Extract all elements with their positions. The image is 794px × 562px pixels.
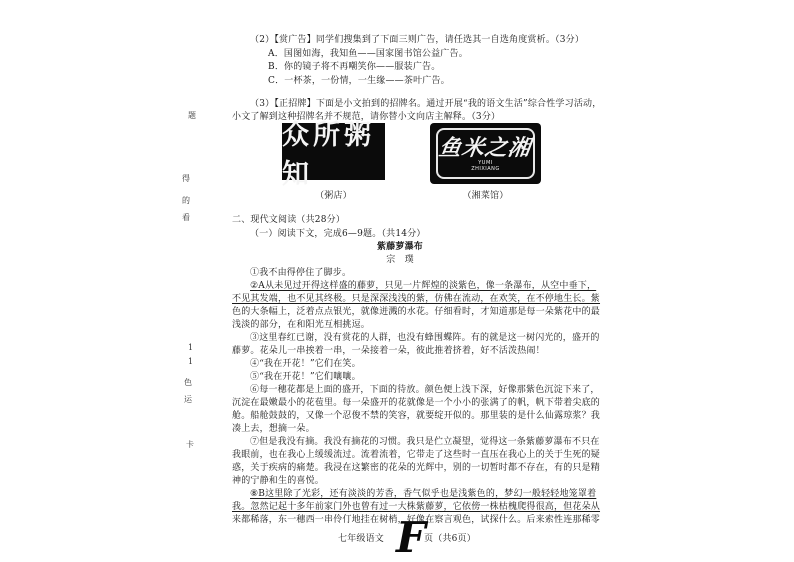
porridge-shop-signboard: [282, 119, 385, 190]
paragraph-line: 神的宁静和生的喜悦。: [232, 476, 325, 486]
paragraph-line: 沉淀在最嫩最小的花苞里。每一朵盛开的花就像是一个小小的张满了的帆，帆下带着尖底的: [232, 398, 601, 408]
footer-page-count: 页（共6页）: [424, 534, 476, 544]
page-mark-letter: F: [396, 513, 426, 562]
question-2-prompt: （2）【赏广告】同学们搜集到了下面三则广告，请任选其一自选角度赏析。（3分）: [250, 35, 585, 45]
paragraph-line: ⑧B这里除了光彩，还有淡淡的芳香，香气似乎也是浅紫色的，梦幻一般轻轻地笼罩着: [250, 489, 597, 499]
question-2-option-c: C．一杯茶，一份情，一生缘——茶叶广告。: [268, 76, 450, 86]
margin-mark: 题: [188, 111, 196, 120]
paragraph-line: ⑥每一穗花都是上面的盛开，下面的待放。颜色便上浅下深，好像那紫色沉淀下来了，: [250, 385, 600, 395]
paragraph-line: 藤萝。花朵儿一串挨着一串，一朵接着一朵，彼此推着挤着，好不活泼热闹！: [232, 346, 545, 356]
hunan-restaurant-signboard: [430, 123, 541, 184]
signboard-text: 鱼米之湘: [437, 134, 534, 161]
signboard-caption: （粥店）: [315, 191, 352, 201]
paragraph-line: 来都稀落，东一穗西一串伶仃地挂在树梢，好像在察言观色，试探什么。后来索性连那稀零: [232, 515, 601, 525]
signboard-text: 众所粥知: [282, 119, 375, 190]
signboard-pinyin: YUMI: [478, 159, 493, 166]
paragraph-line: 浅淡的部分，在和阳光互相挑逗。: [232, 320, 371, 330]
question-2-option-b: B．你的镜子将不再嘲笑你——服装广告。: [268, 62, 441, 72]
margin-mark: 运: [184, 395, 192, 404]
question-3-prompt-line2: 小文了解到这种招牌名并不规范，请你替小文向店主解释。（3分）: [232, 112, 501, 122]
margin-mark: 看: [182, 213, 190, 222]
margin-mark: 的: [182, 196, 190, 205]
paragraph-line: ①我不由得停住了脚步。: [250, 268, 352, 278]
paragraph-line: ③这里春红已谢，没有赏花的人群，也没有蜂围蝶阵。有的就是这一树闪光的，盛开的: [250, 333, 600, 343]
signboard-pinyin: ZHIXIANG: [471, 165, 500, 172]
article-title: 紫藤萝瀑布: [376, 242, 423, 252]
question-3-prompt-line1: （3）【正招牌】下面是小文拍到的招牌名。通过开展“我的语文生活”综合性学习活动，: [250, 99, 602, 109]
signboard-caption: （湘菜馆）: [462, 191, 509, 201]
paragraph-line: ④“我在开花！”它们在笑。: [250, 359, 361, 369]
paragraph-line: 舱。船舱鼓鼓的，又像一个忍俊不禁的笑容，就要绽开似的。那里装的是什么仙露琼浆？我: [232, 411, 601, 421]
footer-label: 七年级语文: [338, 534, 385, 544]
paragraph-line: ⑤“我在开花！”它们嚷嚷。: [250, 372, 361, 382]
question-2-option-a: A．国图如海，我知鱼——国家图书馆公益广告。: [268, 49, 468, 59]
margin-mark: 卡: [186, 440, 194, 449]
paragraph-line: 色的大条幅上，泛着点点银光，就像迸溅的水花。仔细看时，才知道那是每一朵紫花中的最: [232, 307, 601, 317]
margin-mark: 1: [188, 343, 194, 352]
paragraph-line: ⑦但是我没有摘。我没有摘花的习惯。我只是伫立凝望，觉得这一条紫藤萝瀑布不只在: [250, 437, 600, 447]
paragraph-line: 不见其发端，也不见其终极。只是深深浅浅的紫，仿佛在流动，在欢笑，在不停地生长。紫: [232, 294, 601, 304]
paragraph-line: 我。忽然记起十多年前家门外也曾有过一大株紫藤萝，它依傍一株枯槐爬得很高，但花朵从: [232, 502, 601, 512]
margin-mark: 得: [182, 174, 190, 183]
section-subheading: （一）阅读下文，完成6—9题。（共14分）: [250, 229, 426, 239]
paragraph-line: 凑上去，想摘一朵。: [232, 424, 315, 434]
margin-mark: 色: [184, 378, 192, 387]
article-author: 宗 璞: [386, 255, 414, 265]
paragraph-line: 我眼前，也在我心上缓缓流过。流着流着，它带走了这些时一直压在我心上的关于生死的疑: [232, 450, 601, 460]
paragraph-line: 惑，关于疾病的痛楚。我浸在这繁密的花朵的光辉中，别的一切暂时都不存在，有的只是精: [232, 463, 601, 473]
margin-mark: 1: [188, 357, 194, 366]
section-heading: 二、现代文阅读（共28分）: [232, 215, 346, 225]
paragraph-line: ②A从未见过开得这样盛的藤萝，只见一片辉煌的淡紫色，像一条瀑布，从空中垂下，: [250, 281, 597, 291]
